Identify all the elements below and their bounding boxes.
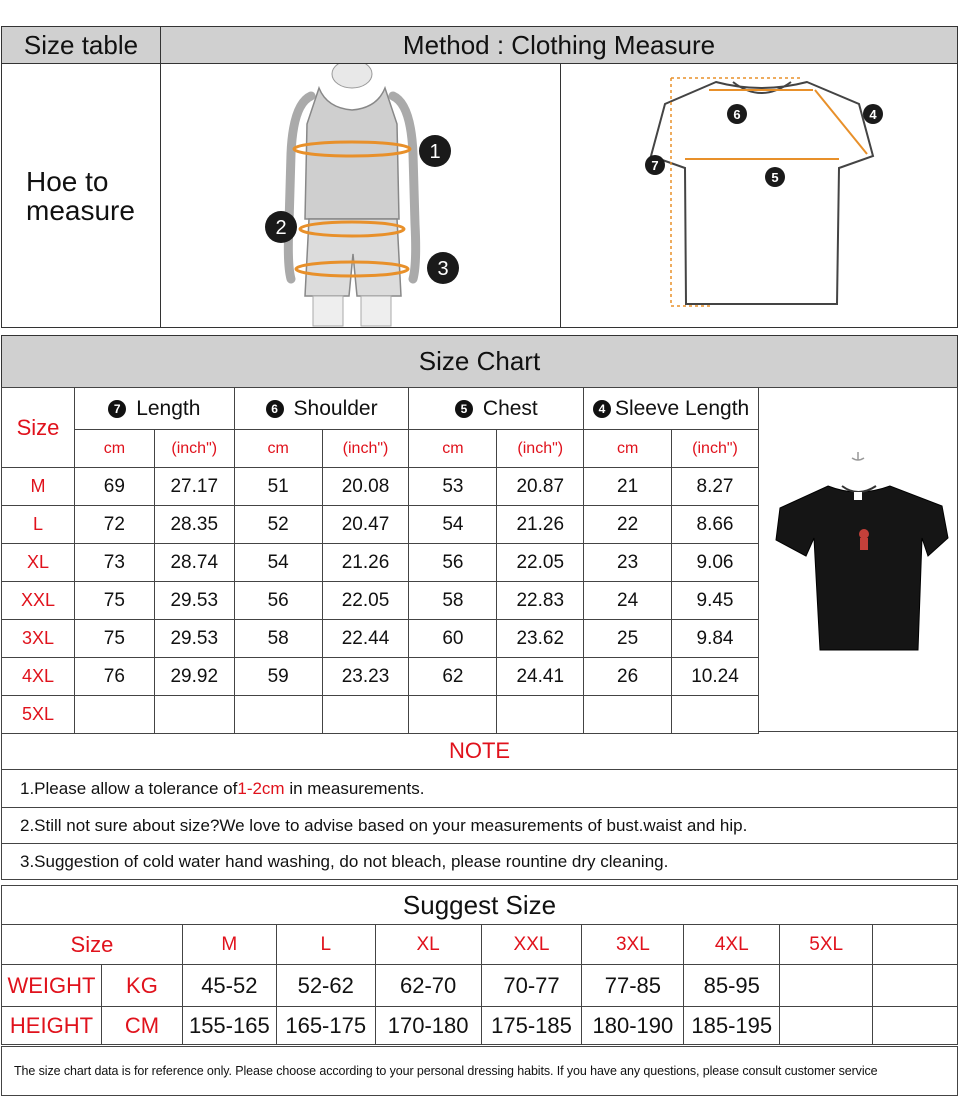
- size-cell: L: [2, 506, 75, 544]
- measure-cell: 58: [409, 582, 497, 620]
- measure-cell: 69: [74, 468, 154, 506]
- measure-cell: 9.06: [672, 544, 759, 582]
- note-line-1: [1, 770, 958, 808]
- weight-unit: KG: [101, 965, 182, 1007]
- marker-5-icon: 5: [455, 400, 473, 418]
- marker-7-icon: 7: [108, 400, 126, 418]
- unit-cm: cm: [74, 430, 154, 468]
- measure-cell: 21: [584, 468, 672, 506]
- measure-cell: 26: [584, 658, 672, 696]
- height-cell: 155-165: [182, 1007, 276, 1045]
- unit-inch: (inchʺ): [672, 430, 759, 468]
- measure-cell: 8.27: [672, 468, 759, 506]
- measure-cell: 29.53: [154, 620, 234, 658]
- measure-cell: 22: [584, 506, 672, 544]
- size-table-label: Size table: [23, 29, 139, 60]
- measure-cell: 24: [584, 582, 672, 620]
- weight-cell: 77-85: [582, 965, 684, 1007]
- measure-cell: 52: [234, 506, 322, 544]
- measure-cell: 21.26: [322, 544, 409, 582]
- measure-cell: 22.83: [497, 582, 584, 620]
- unit-cm: cm: [409, 430, 497, 468]
- measure-cell: [409, 696, 497, 734]
- unit-inch: (inchʺ): [322, 430, 409, 468]
- suggest-size-row: [2, 925, 958, 965]
- shirt-measure-cell: [560, 63, 958, 328]
- size-cell: XL: [2, 544, 75, 582]
- note-line-3-text: 3.Suggestion of cold water hand washing, do not bleach, please rountine dry cleaning.: [20, 851, 669, 871]
- measure-cell: 75: [74, 620, 154, 658]
- height-label: HEIGHT: [2, 1007, 102, 1045]
- size-cell: XXL: [2, 582, 75, 620]
- unit-inch: (inchʺ): [154, 430, 234, 468]
- measure-cell: [74, 696, 154, 734]
- suggest-size-cell: 3XL: [582, 925, 684, 965]
- table-row: [2, 468, 759, 506]
- table-row: [2, 506, 759, 544]
- size-cell: 3XL: [2, 620, 75, 658]
- measure-cell: 22.05: [497, 544, 584, 582]
- suggest-size-header: [1, 885, 958, 925]
- table-row: [2, 696, 759, 734]
- note-line-1-text: 1.Please allow a tolerance of: [20, 778, 238, 798]
- method-header: [160, 26, 958, 64]
- measure-cell: [584, 696, 672, 734]
- weight-cell: 70-77: [481, 965, 582, 1007]
- body-measure-cell: [160, 63, 561, 328]
- measure-cell: 73: [74, 544, 154, 582]
- size-chart-body: [2, 468, 759, 734]
- measure-cell: 58: [234, 620, 322, 658]
- height-unit: CM: [101, 1007, 182, 1045]
- chest-label: Chest: [482, 396, 538, 420]
- size-chart-header: [1, 335, 958, 388]
- empty-cell: [873, 1007, 958, 1045]
- black-tshirt-image: [758, 388, 956, 731]
- table-row: [2, 620, 759, 658]
- how-to-line2: measure: [26, 194, 135, 226]
- shoulder-label: Shoulder: [293, 396, 378, 420]
- size-chart-title: Size Chart: [418, 346, 541, 376]
- measure-cell: 53: [409, 468, 497, 506]
- height-cell: 185-195: [684, 1007, 780, 1045]
- length-column-header: [74, 388, 234, 430]
- shirt-marker-5: 5: [771, 170, 779, 185]
- shoulder-column-header: [234, 388, 409, 430]
- size-cell: 5XL: [2, 696, 75, 734]
- table-row: [2, 582, 759, 620]
- unit-cm: cm: [584, 430, 672, 468]
- suggest-size-title: Suggest Size: [402, 889, 557, 920]
- measure-cell: 23: [584, 544, 672, 582]
- size-cell: M: [2, 468, 75, 506]
- shirt-marker-7: 7: [651, 158, 659, 173]
- measure-cell: 22.05: [322, 582, 409, 620]
- note-line-2-text: 2.Still not sure about size?We love to advise based on your measurements of bust.waist and hip.: [20, 815, 748, 835]
- table-row: [2, 658, 759, 696]
- shirt-marker-6: 6: [733, 107, 741, 122]
- disclaimer-footer: [1, 1046, 958, 1096]
- tshirt-diagram: [561, 64, 957, 327]
- suggest-weight-row: [2, 965, 958, 1007]
- product-image-cell: [758, 387, 958, 732]
- measure-cell: 72: [74, 506, 154, 544]
- disclaimer-text: The size chart data is for reference only. Please choose according to your personal dressing habits. If you have any questions, please consult customer service: [14, 1064, 878, 1078]
- measure-cell: 60: [409, 620, 497, 658]
- table-row: [2, 544, 759, 582]
- sleeve-label: Sleeve Length: [614, 396, 750, 420]
- measure-cell: 28.74: [154, 544, 234, 582]
- weight-cell: 52-62: [276, 965, 375, 1007]
- size-column-header: Size: [2, 388, 75, 468]
- measure-cell: 9.84: [672, 620, 759, 658]
- weight-cell: 45-52: [182, 965, 276, 1007]
- chest-column-header: [409, 388, 584, 430]
- measure-cell: 21.26: [497, 506, 584, 544]
- measure-cell: [322, 696, 409, 734]
- suggest-size-cell: XXL: [481, 925, 582, 965]
- suggest-size-cell: L: [276, 925, 375, 965]
- measure-cell: 62: [409, 658, 497, 696]
- note-header: [1, 732, 958, 770]
- measure-cell: 75: [74, 582, 154, 620]
- measure-cell: 22.44: [322, 620, 409, 658]
- empty-cell: [873, 925, 958, 965]
- measure-cell: 28.35: [154, 506, 234, 544]
- measure-cell: 27.17: [154, 468, 234, 506]
- sleeve-column-header: [584, 388, 759, 430]
- weight-label: WEIGHT: [2, 965, 102, 1007]
- height-cell: 165-175: [276, 1007, 375, 1045]
- empty-cell: [873, 965, 958, 1007]
- body-marker-1: 1: [429, 141, 441, 163]
- measure-cell: 20.08: [322, 468, 409, 506]
- measure-cell: 59: [234, 658, 322, 696]
- weight-cell: 85-95: [684, 965, 780, 1007]
- size-cell: 4XL: [2, 658, 75, 696]
- suggest-size-cell: M: [182, 925, 276, 965]
- body-marker-3: 3: [437, 258, 449, 280]
- tolerance-highlight: 1-2cm: [237, 778, 285, 798]
- measure-cell: 23.23: [322, 658, 409, 696]
- note-line-3: [1, 844, 958, 880]
- weight-cell: [780, 965, 873, 1007]
- height-cell: [780, 1007, 873, 1045]
- suggest-size-label: Size: [2, 925, 183, 965]
- suggest-size-table: [1, 924, 958, 1045]
- measure-cell: [234, 696, 322, 734]
- suggest-size-cell: 5XL: [780, 925, 873, 965]
- size-table-header: [1, 26, 161, 64]
- unit-inch: (inchʺ): [497, 430, 584, 468]
- size-chart-table: [1, 387, 759, 734]
- suggest-size-cell: 4XL: [684, 925, 780, 965]
- height-cell: 175-185: [481, 1007, 582, 1045]
- method-label: Method : Clothing Measure: [402, 29, 716, 60]
- height-cell: 170-180: [375, 1007, 481, 1045]
- unit-cm: cm: [234, 430, 322, 468]
- measure-cell: 20.47: [322, 506, 409, 544]
- measure-cell: 29.92: [154, 658, 234, 696]
- measure-cell: 23.62: [497, 620, 584, 658]
- measure-cell: 56: [234, 582, 322, 620]
- measure-cell: 56: [409, 544, 497, 582]
- measure-cell: 10.24: [672, 658, 759, 696]
- height-cell: 180-190: [582, 1007, 684, 1045]
- suggest-height-row: [2, 1007, 958, 1045]
- measure-cell: 25: [584, 620, 672, 658]
- measure-cell: 29.53: [154, 582, 234, 620]
- note-line-1-tail: in measurements.: [284, 778, 425, 798]
- marker-6-icon: 6: [266, 400, 284, 418]
- measure-cell: 54: [409, 506, 497, 544]
- marker-4-icon: 4: [593, 400, 611, 418]
- how-to-measure-cell: [1, 63, 161, 328]
- suggest-size-cell: XL: [375, 925, 481, 965]
- measure-cell: [154, 696, 234, 734]
- measure-cell: 54: [234, 544, 322, 582]
- measure-cell: 20.87: [497, 468, 584, 506]
- how-to-line1: Hoe to: [26, 165, 109, 197]
- measure-cell: 51: [234, 468, 322, 506]
- body-figure-illustration: [161, 64, 560, 327]
- measure-cell: 76: [74, 658, 154, 696]
- measure-cell: 8.66: [672, 506, 759, 544]
- shirt-marker-4: 4: [869, 107, 877, 122]
- weight-cell: 62-70: [375, 965, 481, 1007]
- length-label: Length: [136, 396, 201, 420]
- note-line-2: [1, 808, 958, 844]
- body-marker-2: 2: [275, 217, 287, 239]
- measure-cell: [672, 696, 759, 734]
- measure-cell: 9.45: [672, 582, 759, 620]
- measure-cell: [497, 696, 584, 734]
- note-title: NOTE: [448, 737, 511, 763]
- measure-cell: 24.41: [497, 658, 584, 696]
